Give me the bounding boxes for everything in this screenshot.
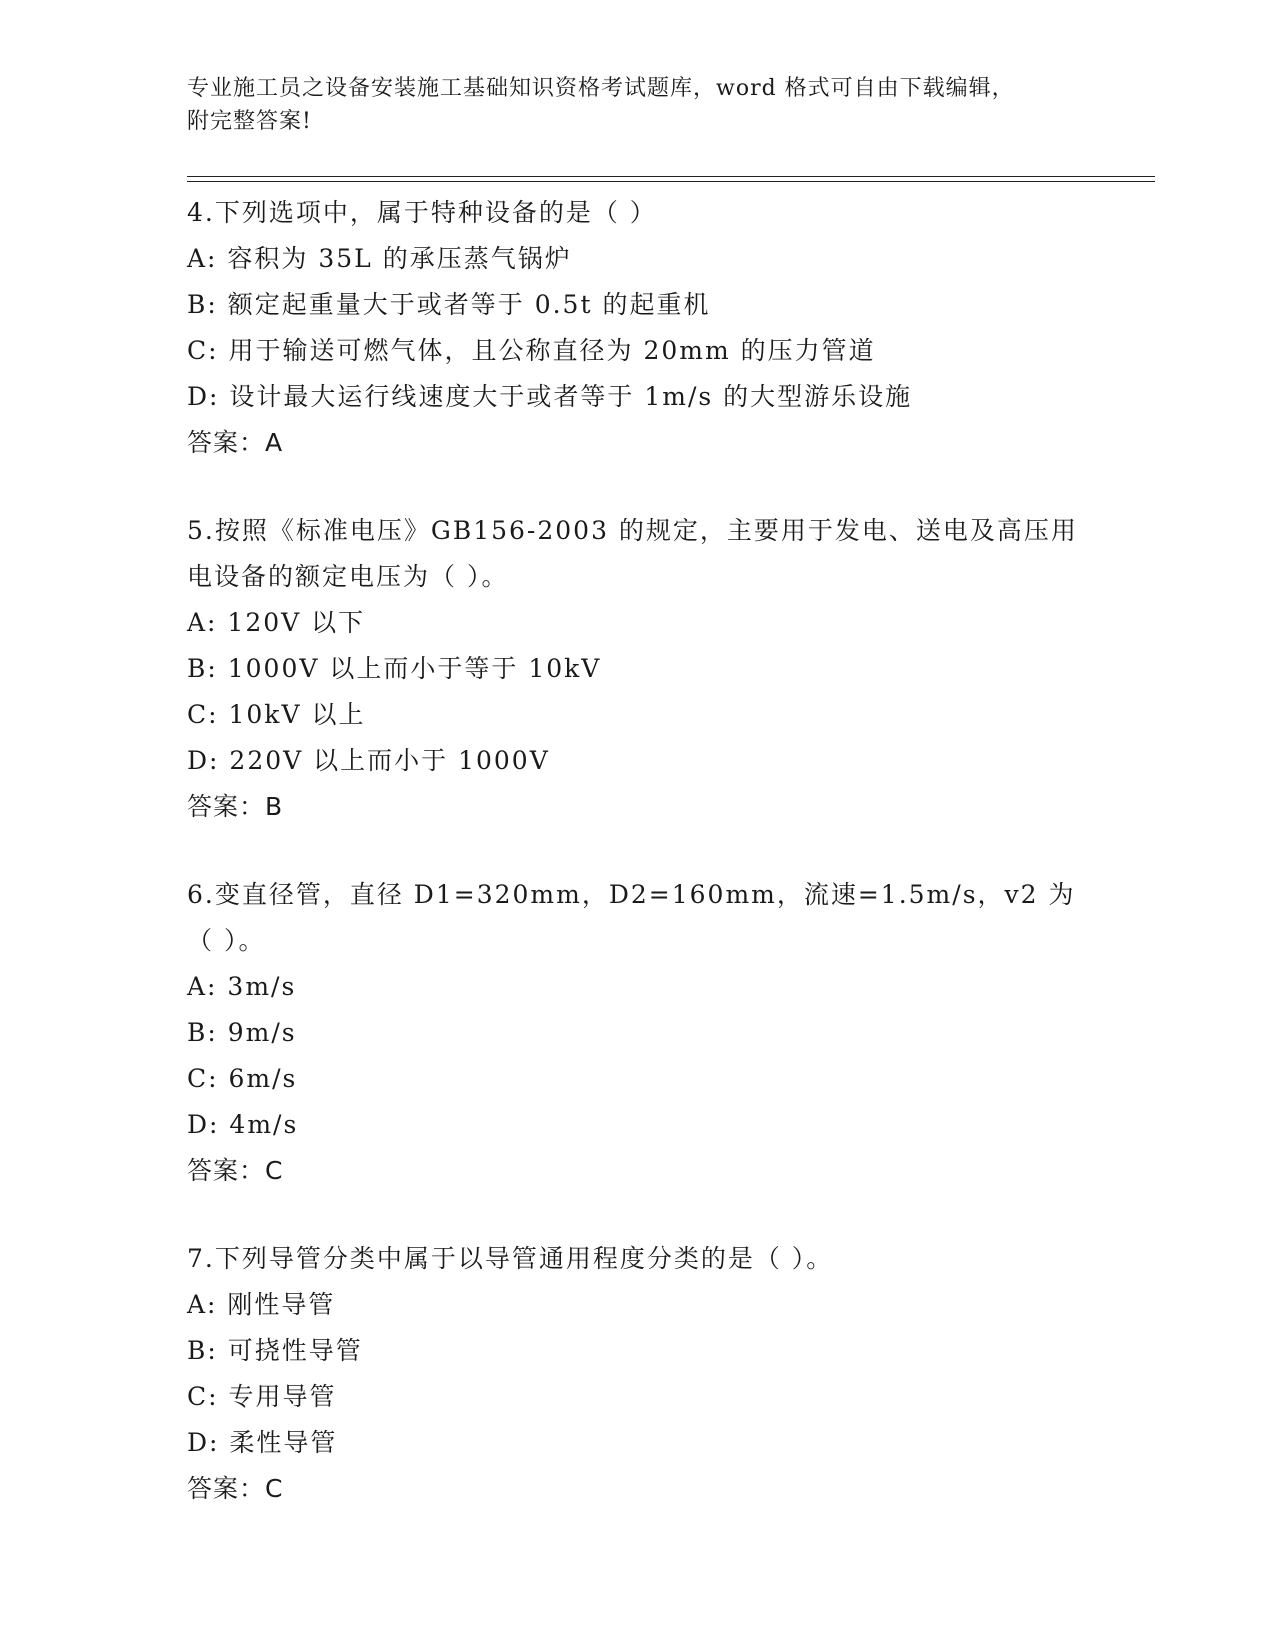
question-4	[187, 190, 1087, 466]
question-5	[187, 508, 1087, 830]
question-stem: 4.下列选项中，属于特种设备的是（ ）	[187, 198, 657, 227]
option-b: B: 额定起重量大于或者等于 0.5t 的起重机	[187, 290, 711, 319]
header-line-1: 专业施工员之设备安装施工基础知识资格考试题库，word 格式可自由下载编辑，	[187, 76, 1015, 101]
question-stem: 7.下列导管分类中属于以导管通用程度分类的是（ ）。	[187, 1244, 834, 1273]
option-d: D: 220V 以上而小于 1000V	[187, 746, 550, 775]
option-a: A: 容积为 35L 的承压蒸气锅炉	[187, 244, 572, 273]
header-divider-bottom	[187, 181, 1155, 182]
question-list	[187, 190, 1087, 1554]
option-d: D: 4m/s	[187, 1110, 299, 1139]
option-a: A: 3m/s	[187, 972, 297, 1001]
question-stem: 6.变直径管，直径 D1=320mm，D2=160mm，流速=1.5m/s，v2 为（ ）。	[187, 880, 1076, 955]
option-b: B: 1000V 以上而小于等于 10kV	[187, 654, 602, 683]
option-c: C: 10kV 以上	[187, 700, 366, 729]
option-c: C: 用于输送可燃气体，且公称直径为 20mm 的压力管道	[187, 336, 876, 365]
option-c: C: 专用导管	[187, 1382, 337, 1411]
option-c: C: 6m/s	[187, 1064, 298, 1093]
answer: 答案：C	[187, 1156, 284, 1185]
option-b: B: 9m/s	[187, 1018, 297, 1047]
question-6	[187, 872, 1087, 1194]
option-a: A: 120V 以下	[187, 608, 366, 637]
answer: 答案：C	[187, 1474, 284, 1503]
question-stem: 5.按照《标准电压》GB156-2003 的规定，主要用于发电、送电及高压用电设备的额定电压为（ ）。	[187, 516, 1078, 591]
question-7	[187, 1236, 1087, 1512]
answer: 答案：B	[187, 792, 284, 821]
option-d: D: 柔性导管	[187, 1428, 338, 1457]
header-divider-top	[187, 176, 1155, 177]
answer: 答案：A	[187, 428, 284, 457]
option-b: B: 可挠性导管	[187, 1336, 363, 1365]
document-header	[187, 72, 1107, 138]
header-line-2: 附完整答案!	[187, 109, 312, 134]
option-a: A: 刚性导管	[187, 1290, 336, 1319]
option-d: D: 设计最大运行线速度大于或者等于 1m/s 的大型游乐设施	[187, 382, 913, 411]
